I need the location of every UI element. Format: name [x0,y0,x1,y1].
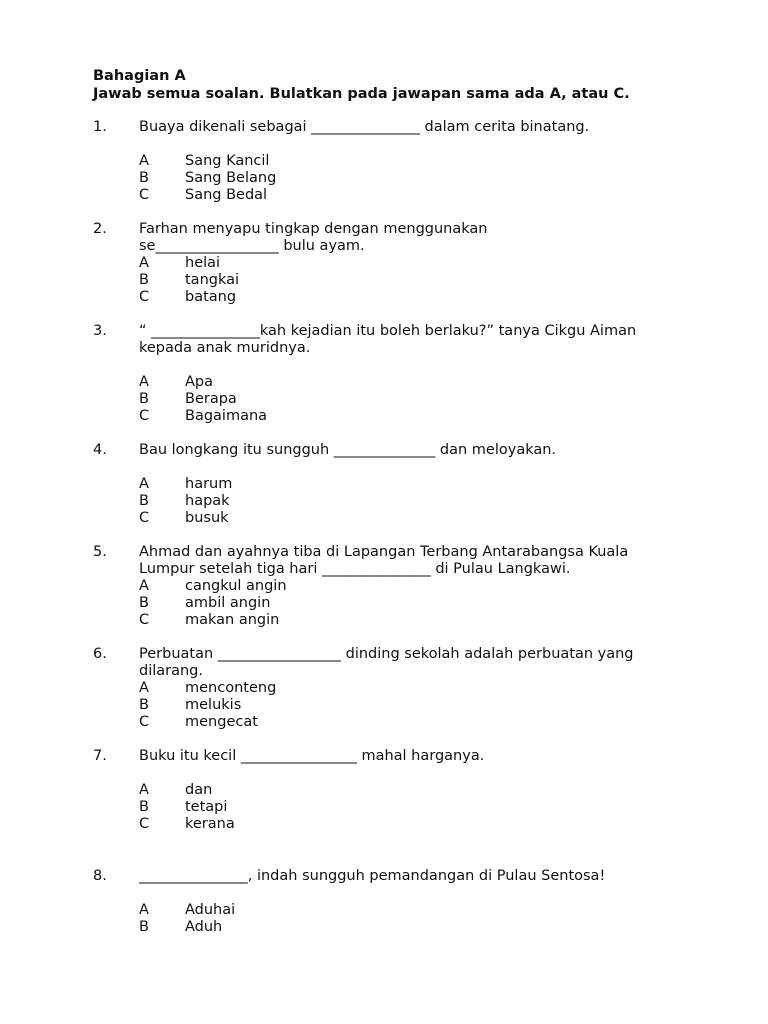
option-letter: C [139,714,150,730]
option-b[interactable] [93,595,693,612]
option-a[interactable] [93,782,693,799]
option-b[interactable] [93,919,693,936]
option-a[interactable] [93,578,693,595]
option-b[interactable] [93,493,693,510]
option-letter: B [139,391,149,407]
option-text: Apa [185,374,214,390]
option-letter: A [139,476,149,492]
question-number: 2. [93,221,107,237]
option-text: Sang Kancil [185,153,270,169]
question-number: 1. [93,119,107,135]
option-letter: C [139,289,150,305]
options-list [93,680,693,731]
question-line [93,646,693,663]
option-text: busuk [185,510,229,526]
option-text: Berapa [185,391,237,407]
option-letter: B [139,493,149,509]
option-text: cangkul angin [185,578,287,594]
option-text: Aduh [185,919,223,935]
worksheet-header [93,67,630,103]
option-letter: B [139,272,149,288]
option-text: menconteng [185,680,277,696]
question-text: kepada anak muridnya. [139,340,311,356]
question-number: 7. [93,748,107,764]
question-8 [93,868,693,936]
options-list [93,255,693,306]
options-list [93,578,693,629]
option-b[interactable] [93,799,693,816]
option-text: makan angin [185,612,280,628]
question-line [93,238,693,255]
option-letter: A [139,680,149,696]
option-text: Aduhai [185,902,236,918]
option-letter: A [139,902,149,918]
question-line [93,561,693,578]
option-text: helai [185,255,221,271]
question-line [93,323,693,340]
question-6 [93,646,693,731]
question-line [93,868,693,885]
option-c[interactable] [93,612,693,629]
option-text: Sang Belang [185,170,277,186]
option-b[interactable] [93,272,693,289]
option-letter: C [139,510,150,526]
option-letter: B [139,697,149,713]
question-line [93,663,693,680]
question-number: 6. [93,646,107,662]
question-number: 4. [93,442,107,458]
option-c[interactable] [93,187,693,204]
question-text: Buku itu kecil ________________ mahal harganya. [139,748,485,764]
options-list [93,476,693,527]
options-list [93,902,693,936]
option-letter: C [139,187,150,203]
option-c[interactable] [93,289,693,306]
question-line [93,221,693,238]
question-line [93,544,693,561]
option-letter: B [139,170,149,186]
option-a[interactable] [93,680,693,697]
option-letter: A [139,578,149,594]
question-number: 3. [93,323,107,339]
option-c[interactable] [93,816,693,833]
question-text: Lumpur setelah tiga hari _______________ di Pulau Langkawi. [139,561,571,577]
option-letter: B [139,919,149,935]
option-a[interactable] [93,255,693,272]
question-line [93,340,693,357]
options-list [93,153,693,204]
instruction-text: Jawab semua soalan. Bulatkan pada jawapan sama ada A, atau C. [93,86,630,102]
question-5 [93,544,693,629]
option-a[interactable] [93,153,693,170]
option-b[interactable] [93,391,693,408]
question-text: dilarang. [139,663,203,679]
option-text: kerana [185,816,235,832]
option-letter: A [139,255,149,271]
option-c[interactable] [93,408,693,425]
option-b[interactable] [93,170,693,187]
option-letter: B [139,595,149,611]
options-list [93,782,693,833]
question-text: Perbuatan _________________ dinding sekolah adalah perbuatan yang [139,646,634,662]
option-text: melukis [185,697,242,713]
option-a[interactable] [93,902,693,919]
option-text: tangkai [185,272,240,288]
question-text: Bau longkang itu sungguh ______________ dan meloyakan. [139,442,557,458]
option-letter: C [139,612,150,628]
options-list [93,374,693,425]
question-text: “ _______________kah kejadian itu boleh berlaku?” tanya Cikgu Aiman [139,323,637,339]
option-text: harum [185,476,233,492]
option-a[interactable] [93,374,693,391]
question-4 [93,442,693,527]
option-text: Bagaimana [185,408,268,424]
option-text: dan [185,782,213,798]
option-letter: A [139,374,149,390]
question-text: Buaya dikenali sebagai _______________ dalam cerita binatang. [139,119,590,135]
option-a[interactable] [93,476,693,493]
question-7 [93,748,693,833]
option-b[interactable] [93,697,693,714]
option-letter: A [139,153,149,169]
question-text: _______________, indah sungguh pemandangan di Pulau Sentosa! [139,868,606,884]
option-text: tetapi [185,799,228,815]
question-number: 8. [93,868,107,884]
option-text: hapak [185,493,230,509]
option-c[interactable] [93,714,693,731]
option-letter: C [139,408,150,424]
question-text: Farhan menyapu tingkap dengan menggunakan [139,221,488,237]
section-title: Bahagian A [93,68,186,84]
question-line [93,119,693,136]
option-text: ambil angin [185,595,271,611]
option-letter: B [139,799,149,815]
option-letter: A [139,782,149,798]
option-text: Sang Bedal [185,187,268,203]
question-2 [93,221,693,306]
question-line [93,748,693,765]
question-3 [93,323,693,425]
question-number: 5. [93,544,107,560]
option-text: batang [185,289,237,305]
question-text: se_________________ bulu ayam. [139,238,365,254]
question-1 [93,119,693,204]
question-line [93,442,693,459]
option-letter: C [139,816,150,832]
option-c[interactable] [93,510,693,527]
option-text: mengecat [185,714,258,730]
question-text: Ahmad dan ayahnya tiba di Lapangan Terbang Antarabangsa Kuala [139,544,629,560]
